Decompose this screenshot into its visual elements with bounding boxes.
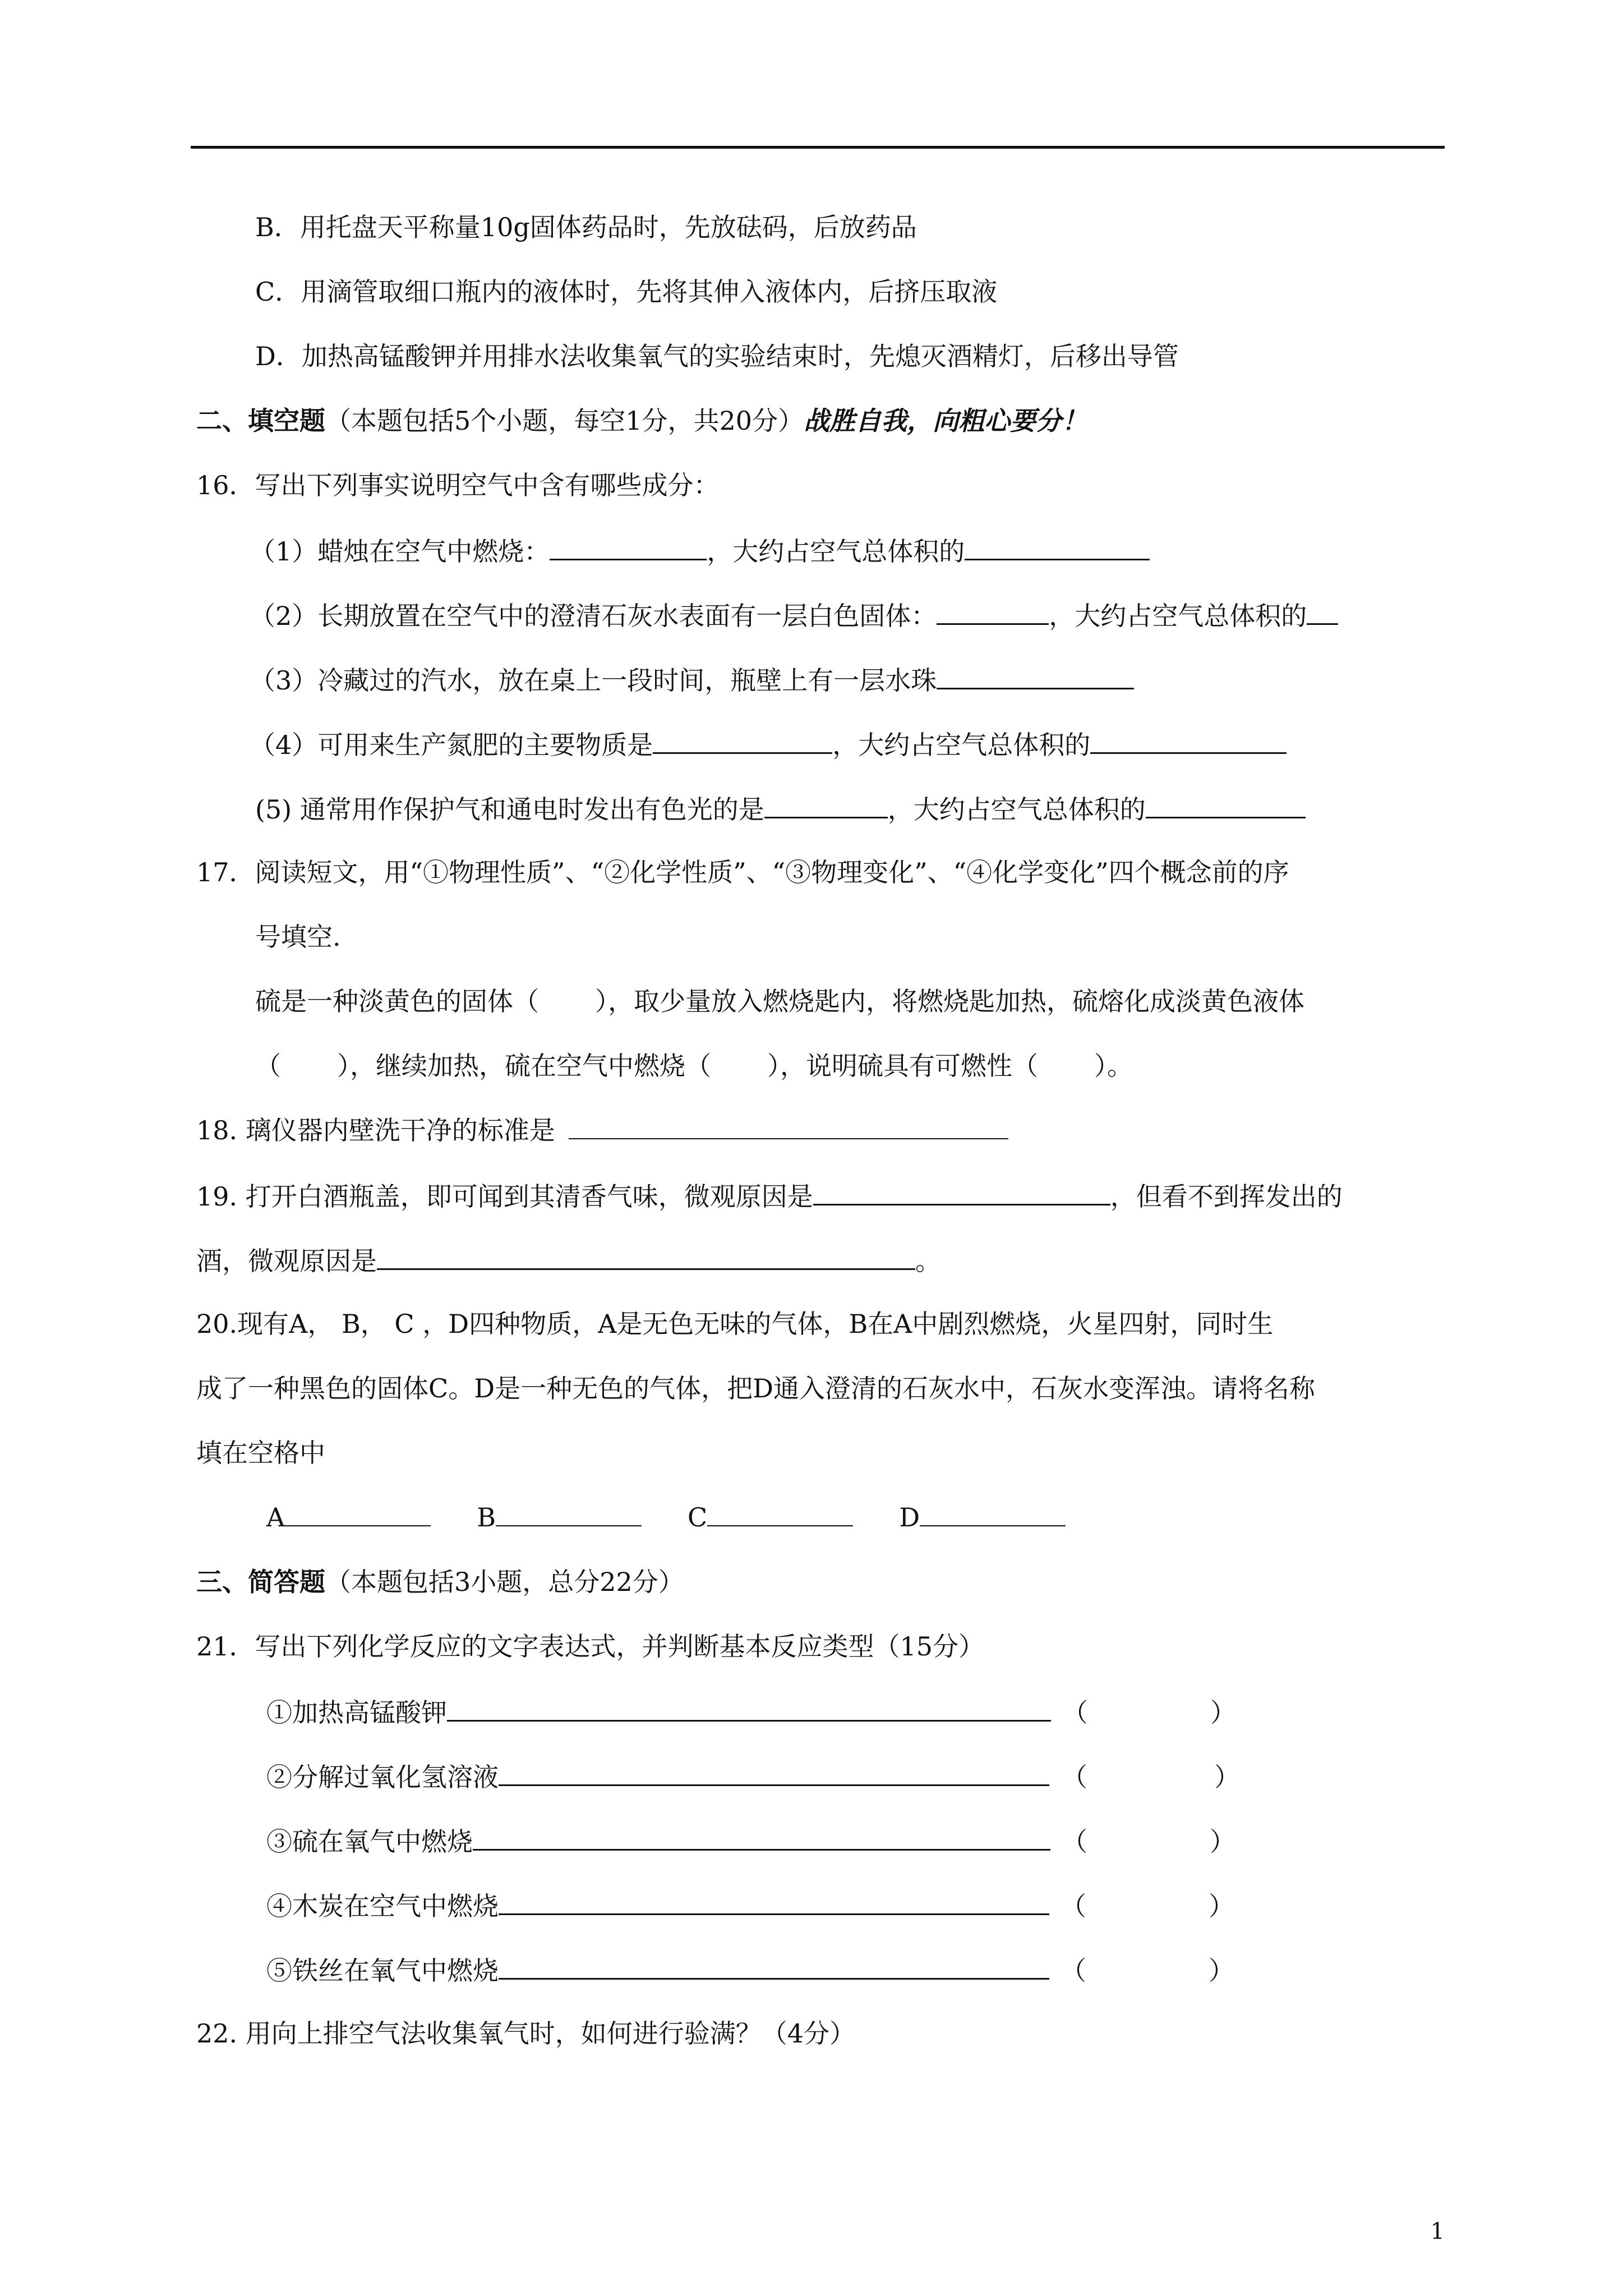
q21-reaction-1 [266, 1694, 1236, 1729]
q21-1-rparen: ） [1210, 1697, 1236, 1728]
q19-text-d: 。 [915, 1246, 941, 1276]
q21-stem: 21．写出下列化学反应的文字表达式，并判断基本反应类型（15分） [196, 1631, 985, 1662]
q16-1-blank-b[interactable] [965, 533, 1150, 560]
q20-blank-b[interactable] [496, 1501, 642, 1526]
q16-1-text: （1）蜡烛在空气中燃烧： [250, 536, 550, 567]
q21-3-text: ③硫在氧气中燃烧 [266, 1826, 473, 1857]
section-2-title: 二、填空题 [196, 406, 325, 436]
q19-blank-1[interactable] [813, 1178, 1110, 1205]
q16-2-text-b: ，大约占空气总体积的 [1049, 601, 1307, 631]
q19-blank-2[interactable] [377, 1243, 915, 1270]
q19-line-2 [196, 1243, 941, 1278]
q18-blank[interactable] [569, 1114, 1008, 1139]
q21-reaction-5 [266, 1952, 1234, 1987]
q17-4-text-d: ）。 [1094, 1051, 1133, 1081]
q17-line-4 [255, 1049, 1133, 1083]
q17-line-2: 号填空. [255, 922, 341, 952]
q21-reaction-2 [266, 1759, 1240, 1794]
q16-2-blank-b[interactable] [1307, 597, 1338, 625]
page-number: 1 [1430, 2219, 1445, 2244]
q16-1-blank-a[interactable] [550, 533, 707, 560]
q17-line-3 [255, 984, 1304, 1018]
q17-line-1: 17．阅读短文，用“①物理性质”、“②化学性质”、“③物理变化”、“④化学变化”四个概念前的序 [196, 857, 1289, 887]
q21-5-lparen: （ [1061, 1955, 1086, 1986]
q20-label-a: A [266, 1502, 285, 1533]
q21-5-blank[interactable] [499, 1952, 1049, 1980]
section-3-title: 三、简答题 [196, 1567, 325, 1597]
q16-4-blank-a[interactable] [653, 726, 832, 754]
q21-4-rparen: ） [1209, 1891, 1234, 1921]
q16-5-blank-b[interactable] [1146, 791, 1306, 818]
q17-4-text-a: （ [255, 1051, 281, 1081]
q18-text: 18. 璃仪器内壁洗干净的标准是 [196, 1115, 555, 1145]
section-2-desc: （本题包括5个小题，每空1分，共20分） [325, 406, 804, 436]
q20-label-c: C [688, 1502, 708, 1533]
q20-answers [266, 1501, 1066, 1534]
q21-3-rparen: ） [1210, 1826, 1235, 1857]
q18 [196, 1114, 1008, 1147]
q17-3-text-b: ），取少量放入燃烧匙内，将燃烧匙加热，硫熔化成淡黄色液体 [595, 986, 1304, 1016]
q19-text-b: ，但看不到挥发出的 [1110, 1181, 1343, 1212]
q16-3-text: （3）冷藏过的汽水，放在桌上一段时间，瓶壁上有一层水珠 [250, 665, 937, 696]
q21-reaction-3 [266, 1823, 1235, 1858]
q16-item-2 [250, 597, 1338, 633]
q21-1-text: ①加热高锰酸钾 [266, 1697, 447, 1728]
q16-5-text-b: ，大约占空气总体积的 [887, 794, 1146, 825]
q16-4-text: （4）可用来生产氮肥的主要物质是 [250, 730, 653, 760]
q21-5-text: ⑤铁丝在氧气中燃烧 [266, 1955, 499, 1986]
option-c: C．用滴管取细口瓶内的液体时，先将其伸入液体内，后挤压取液 [255, 277, 998, 307]
q19-line-1 [196, 1178, 1343, 1213]
q16-2-text: （2）长期放置在空气中的澄清石灰水表面有一层白色固体： [250, 601, 937, 631]
q16-item-5 [255, 791, 1306, 826]
q16-4-text-b: ，大约占空气总体积的 [832, 730, 1091, 760]
q22: 22. 用向上排空气法收集氧气时，如何进行验满？（4分） [196, 2018, 856, 2049]
q20-blank-c[interactable] [707, 1501, 853, 1526]
q19-text-c: 酒，微观原因是 [196, 1246, 377, 1276]
q21-1-blank[interactable] [447, 1694, 1051, 1722]
q21-1-lparen: （ [1062, 1697, 1088, 1728]
q21-2-text: ②分解过氧化氢溶液 [266, 1762, 499, 1792]
q21-3-lparen: （ [1062, 1826, 1087, 1857]
q16-2-blank-a[interactable] [937, 597, 1049, 625]
section-2-heading [196, 404, 1087, 438]
q16-stem: 16．写出下列事实说明空气中含有哪些成分： [196, 470, 720, 500]
q20-label-b: B [477, 1502, 496, 1533]
section-2-motto: 战胜自我，向粗心要分！ [804, 406, 1088, 436]
q17-4-text-b: ），继续加热，硫在空气中燃烧（ [337, 1051, 711, 1081]
q21-5-rparen: ） [1209, 1955, 1234, 1986]
q16-item-3 [250, 662, 1134, 697]
q21-2-rparen: ） [1214, 1762, 1240, 1792]
q16-3-blank[interactable] [937, 662, 1134, 689]
q21-4-lparen: （ [1061, 1891, 1086, 1921]
q16-item-4 [250, 726, 1287, 762]
header-rule [191, 146, 1445, 149]
q17-3-text-a: 硫是一种淡黄色的固体（ [255, 986, 539, 1016]
q21-reaction-4 [266, 1888, 1234, 1923]
q21-4-blank[interactable] [499, 1888, 1049, 1915]
q20-line-2: 成了一种黑色的固体C。D是一种无色的气体，把D通入澄清的石灰水中，石灰水变浑浊。请将名称 [196, 1373, 1315, 1404]
q17-4-text-c: ），说明硫具有可燃性（ [767, 1051, 1038, 1081]
q20-blank-d[interactable] [920, 1501, 1066, 1526]
q20-line-1: 20.现有A， B， C ，D四种物质，A是无色无味的气体，B在A中剧烈燃烧，火星四射，同时生 [196, 1309, 1274, 1339]
q16-4-blank-b[interactable] [1090, 726, 1287, 754]
q21-3-blank[interactable] [473, 1823, 1050, 1851]
section-3-heading [196, 1565, 684, 1599]
q20-label-d: D [899, 1502, 920, 1533]
q21-4-text: ④木炭在空气中燃烧 [266, 1891, 499, 1921]
q16-5-blank-a[interactable] [764, 791, 888, 818]
q20-blank-a[interactable] [285, 1501, 431, 1526]
q16-1-text-b: ，大约占空气总体积的 [707, 536, 965, 567]
q20-line-3: 填在空格中 [196, 1438, 325, 1468]
q21-2-blank[interactable] [499, 1759, 1049, 1786]
option-b: B．用托盘天平称量10g固体药品时，先放砝码，后放药品 [255, 212, 917, 242]
q21-2-lparen: （ [1062, 1762, 1087, 1792]
q19-text-a: 19. 打开白酒瓶盖，即可闻到其清香气味，微观原因是 [196, 1181, 813, 1212]
section-3-desc: （本题包括3小题，总分22分） [325, 1567, 684, 1597]
q16-5-text: (5) 通常用作保护气和通电时发出有色光的是 [255, 794, 764, 825]
option-d: D．加热高锰酸钾并用排水法收集氧气的实验结束时，先熄灭酒精灯，后移出导管 [255, 341, 1179, 371]
q16-item-1 [250, 533, 1150, 568]
